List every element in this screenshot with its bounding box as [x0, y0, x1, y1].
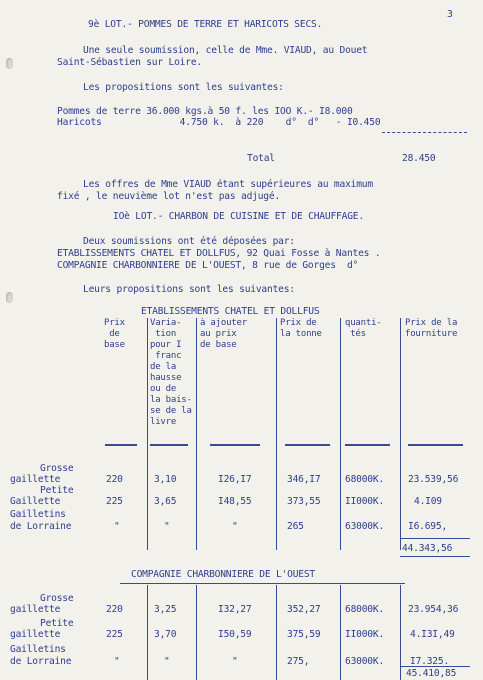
lot9-total-value: 28.450	[402, 153, 436, 164]
cell-qty: II000K.	[345, 496, 385, 507]
cell-total: 23.539,56	[408, 474, 459, 485]
cell-ton: 373,55	[287, 496, 321, 507]
lot10-proposals-heading: Leurs propositions sont les suivantes:	[83, 284, 295, 295]
lot9-conclusion-line1: Les offres de Mme VIAUD étant supérieures au maximum	[83, 179, 373, 190]
punch-hole	[6, 292, 13, 303]
column-rule	[196, 318, 197, 550]
cell-add: "	[232, 521, 238, 532]
lot10-title: IOè LOT.- CHARBON DE CUISINE ET DE CHAUFFAGE.	[113, 211, 364, 222]
table2-grand-total: 45.410,85	[406, 668, 457, 679]
sum-rule	[400, 666, 470, 667]
header-a-ajouter: à ajouter au prix de base	[200, 318, 247, 350]
header-quantites: quanti- tés	[345, 318, 382, 339]
header-prix-base: Prix de base	[104, 318, 125, 350]
sum-rule	[400, 556, 470, 557]
row-label: Grosse	[40, 593, 74, 604]
cell-variation: 3,70	[154, 629, 177, 640]
column-rule	[276, 585, 277, 680]
header-underline	[285, 444, 330, 446]
page-number: 3	[447, 9, 453, 20]
cell-qty: II000K.	[345, 629, 385, 640]
row-label: Petite	[40, 618, 74, 629]
cell-ton: 346,I7	[287, 474, 321, 485]
row-label: de Lorraine	[10, 656, 72, 667]
column-rule	[147, 585, 148, 680]
cell-add: I32,27	[218, 604, 252, 615]
title-rule	[120, 583, 405, 584]
row-label: gaillette	[10, 474, 61, 485]
cell-variation: 3,10	[154, 474, 177, 485]
header-variation: Varia- tion pour I franc de la hausse ou de la bais- se de la livre	[150, 318, 192, 427]
row-label: Grosse	[40, 463, 74, 474]
cell-qty: 63000K.	[345, 521, 385, 532]
cell-base: 220	[106, 474, 123, 485]
header-underline	[150, 444, 188, 446]
sum-rule	[382, 132, 467, 133]
cell-variation: "	[164, 521, 170, 532]
header-underline	[210, 444, 260, 446]
cell-add: I26,I7	[218, 474, 252, 485]
cell-ton: 275,	[287, 656, 310, 667]
header-underline	[105, 444, 137, 446]
header-prix-fourniture: Prix de la fourniture	[405, 318, 458, 339]
cell-variation: 3,25	[154, 604, 177, 615]
cell-base: 225	[106, 629, 123, 640]
lot10-bidder1: ETABLISSEMENTS CHATEL ET DOLLFUS, 92 Quai Fosse à Nantes .	[57, 248, 381, 259]
cell-ton: 375,59	[287, 629, 321, 640]
row-label: Gaillette	[10, 496, 61, 507]
cell-add: I48,55	[218, 496, 252, 507]
lot10-bidder2: COMPAGNIE CHARBONNIERE DE L'OUEST, 8 rue de Gorges d°	[57, 260, 359, 271]
lot9-conclusion-line2: fixé , le neuvième lot n'est pas adjugé.	[57, 191, 281, 202]
row-label: de Lorraine	[10, 521, 72, 532]
row-label: gaillette	[10, 604, 61, 615]
column-rule	[340, 318, 341, 550]
column-rule	[340, 585, 341, 680]
table2-title: COMPAGNIE CHARBONNIERE DE L'OUEST	[131, 569, 316, 580]
cell-ton: 352,27	[287, 604, 321, 615]
lot9-paragraph-line2: Saint-Sébastien sur Loire.	[57, 57, 202, 68]
cell-total: 4.I09	[414, 496, 442, 507]
cell-ton: 265	[287, 521, 304, 532]
cell-qty: 68000K.	[345, 604, 385, 615]
row-label: Petite	[40, 485, 74, 496]
column-rule	[400, 318, 401, 550]
header-prix-tonne: Prix de la tonne	[280, 318, 322, 339]
cell-qty: 68000K.	[345, 474, 385, 485]
column-rule	[196, 585, 197, 680]
cell-total: 4.I3I,49	[410, 629, 455, 640]
cell-add: "	[232, 656, 238, 667]
cell-base: "	[114, 521, 120, 532]
header-underline	[345, 444, 390, 446]
column-rule	[276, 318, 277, 550]
table1-grand-total: 44.343,56	[402, 543, 453, 554]
cell-total: I6.695,	[408, 521, 448, 532]
row-label: Gailletins	[10, 509, 66, 520]
lot9-total-label: Total	[247, 153, 275, 164]
cell-add: I50,59	[218, 629, 252, 640]
table1-title: ETABLISSEMENTS CHATEL ET DOLLFUS	[141, 306, 320, 317]
cell-qty: 63000K.	[345, 656, 385, 667]
lot9-row-beans: Haricots 4.750 k. à 220 d° d° - I0.450	[57, 117, 381, 128]
column-rule	[147, 318, 148, 550]
lot9-paragraph-line1: Une seule soumission, celle de Mme. VIAUD, au Douet	[83, 45, 368, 56]
cell-base: 220	[106, 604, 123, 615]
cell-base: 225	[106, 496, 123, 507]
cell-variation: 3,65	[154, 496, 177, 507]
lot9-row-potatoes: Pommes de terre 36.000 kgs.à 50 f. les IOO K.- I8.000	[57, 106, 353, 117]
cell-total: 23.954,36	[408, 604, 459, 615]
lot10-intro: Deux soumissions ont été déposées par:	[83, 236, 295, 247]
cell-base: "	[114, 656, 120, 667]
cell-total: I7.325.	[410, 656, 450, 667]
cell-variation: "	[164, 656, 170, 667]
punch-hole	[6, 58, 13, 69]
header-underline	[408, 444, 463, 446]
sum-rule	[400, 538, 470, 539]
row-label: Gailletins	[10, 644, 66, 655]
lot9-proposals-heading: Les propositions sont les suivantes:	[83, 82, 284, 93]
lot9-title: 9è LOT.- POMMES DE TERRE ET HARICOTS SECS.	[88, 19, 323, 30]
row-label: gaillette	[10, 629, 61, 640]
